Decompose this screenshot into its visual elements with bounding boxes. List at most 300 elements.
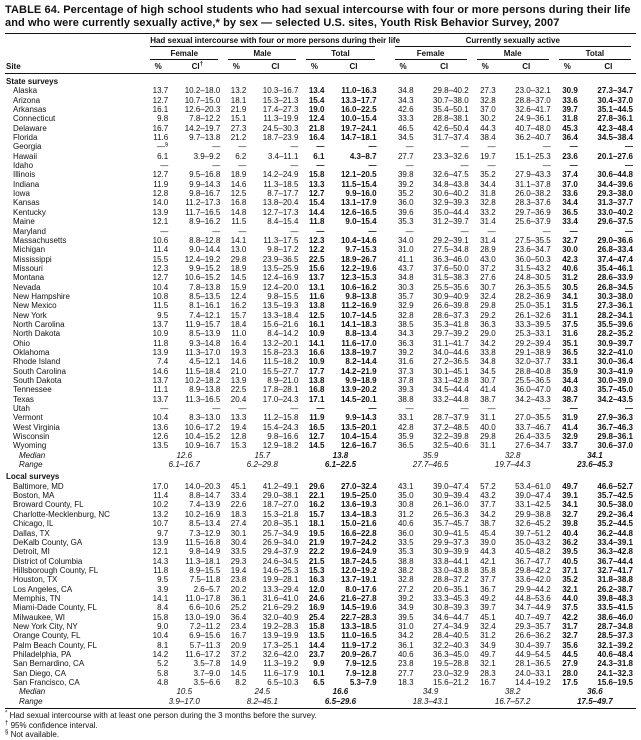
site-cell: Broward County, FL	[13, 500, 84, 510]
percent-cell: 31.1	[480, 441, 496, 451]
site-cell: Charlotte-Mecklenburg, NC	[13, 509, 110, 519]
percent-cell: 12.8	[230, 432, 247, 442]
table-row	[5, 491, 636, 500]
column-gap	[380, 529, 390, 538]
table-row	[5, 500, 636, 509]
site-cell: Hillsborough County, FL	[13, 565, 99, 575]
table-row	[5, 255, 636, 264]
ci-cell: —	[625, 142, 633, 152]
table-row	[5, 631, 636, 640]
percent-cell: 17.7	[308, 366, 325, 376]
ci-cell: 11.0–17.8	[185, 593, 221, 603]
summary-value-cell: 3.9–17.0	[145, 697, 223, 709]
site-cell: Hawaii	[13, 151, 38, 161]
ci-cell: 11.5–18.4	[185, 366, 221, 376]
percent-cell: 28.9	[480, 245, 496, 255]
column-gap	[380, 357, 390, 366]
ci-cell: 19.5–25.0	[340, 491, 377, 501]
percent-cell: 34.2	[480, 338, 496, 348]
percent-cell: 28.0	[562, 668, 578, 678]
percent-cell: 34.9	[397, 603, 414, 613]
site-cell: Mississippi	[13, 254, 52, 264]
table-row	[5, 180, 636, 189]
percent-cell: 23.8	[230, 575, 247, 585]
percent-cell: 32.8	[397, 575, 414, 585]
ci-cell: 35.4–46.1	[597, 263, 633, 273]
ci-cell: 9.8–15.5	[267, 291, 299, 301]
ci-cell: 18.7–23.9	[262, 133, 299, 143]
percent-cell: 41.4	[562, 422, 578, 432]
ci-cell: 15.5–27.7	[262, 366, 299, 376]
percent-cell: 21.5	[308, 556, 325, 566]
percent-cell: 18.9	[230, 170, 247, 180]
ci-cell: 30.8–39.3	[433, 603, 469, 613]
ci-cell: 8.5–13.5	[189, 291, 221, 301]
percent-cell: 39.8	[562, 519, 578, 529]
column-gap	[380, 575, 390, 584]
percent-cell: 10.9	[308, 357, 325, 367]
percent-cell: 12.1	[152, 217, 169, 227]
percent-cell: 16.7	[230, 631, 247, 641]
column-gap	[380, 594, 390, 603]
percent-cell: 29.2	[480, 310, 496, 320]
site-cell: Milwaukee, WI	[13, 612, 66, 622]
percent-cell: 31.0	[397, 621, 414, 631]
ci-cell: 7.4–12.1	[189, 310, 221, 320]
column-gap	[380, 678, 390, 687]
percent-cell: 12.7	[308, 432, 325, 442]
site-cell: DeKalb County, GA	[13, 537, 83, 547]
percent-cell: 27.7	[397, 668, 414, 678]
ci-cell: 10.9–16.7	[184, 441, 221, 451]
percent-cell: 15.8	[308, 621, 325, 631]
ci-cell: 40.5–48.2	[515, 547, 551, 557]
column-gap	[380, 650, 390, 659]
percent-cell: 36.5	[562, 207, 578, 217]
percent-cell: 31.2	[397, 509, 414, 519]
percent-cell: 27.6	[480, 273, 496, 283]
ci-cell: 3.4–11.1	[267, 151, 299, 161]
table-row	[5, 432, 636, 441]
asterisk-mark: *	[5, 710, 8, 717]
ci-cell: 36.2–40.7	[515, 133, 551, 143]
column-gap	[380, 659, 390, 668]
percent-cell: 22.6	[230, 500, 247, 510]
ci-cell: 9.8–13.8	[345, 291, 377, 301]
percent-cell: 3.9	[157, 584, 169, 594]
ci-cell: 36.2–44.8	[597, 528, 633, 538]
percent-cell: 6.5	[313, 678, 325, 687]
ci-cell: 20.9–26.7	[340, 649, 377, 659]
percent-cell: 13.7	[152, 376, 169, 385]
ci-cell: 15.3–21.8	[262, 509, 299, 519]
percent-cell: 38.7	[480, 519, 496, 529]
site-cell: New York	[13, 310, 47, 320]
percent-cell: 29.8	[480, 432, 496, 442]
site-cell: Chicago, IL	[13, 519, 54, 529]
ci-cell: 24.1–32.3	[597, 668, 633, 678]
percent-cell: 11.6	[309, 291, 325, 301]
percent-cell: 49.7	[480, 649, 496, 659]
percent-cell: 32.4	[480, 291, 496, 301]
ci-cell: 34.5–38.4	[597, 133, 633, 143]
ci-cell: 35.0–44.4	[433, 207, 469, 217]
table-row	[5, 357, 636, 366]
percent-cell: 36.0	[397, 528, 414, 538]
ci-cell: 46.6–52.7	[597, 481, 633, 491]
percent-cell: 27.3	[480, 86, 496, 96]
ci-cell: 13.5–19.3	[262, 301, 299, 311]
site-cell: North Carolina	[13, 319, 65, 329]
percent-cell: 10.4	[152, 282, 169, 292]
column-gap	[380, 500, 390, 509]
ci-cell: 35.1–44.5	[597, 105, 633, 115]
percent-cell: 13.4	[308, 86, 325, 96]
ci-cell: 44.9–54.5	[515, 649, 551, 659]
ci-cell: 8.8–12.8	[189, 235, 221, 245]
summary-value-cell: 34.9	[422, 687, 439, 697]
percent-cell: 39.2	[397, 347, 414, 357]
percent-cell: 31.1	[480, 413, 496, 423]
ci-cell: 9.0–14.4	[189, 245, 221, 255]
ci-cell: 11.5–16.8	[185, 537, 221, 547]
ci-cell: 15.1–25.3	[515, 151, 551, 161]
column-gap	[380, 273, 390, 282]
percent-cell: 37.7	[480, 500, 496, 510]
column-gap	[380, 348, 390, 357]
table-row	[5, 264, 636, 273]
percent-cell: 39.1	[562, 491, 578, 501]
percent-cell: 14.6	[152, 366, 169, 376]
site-header-spacer	[5, 47, 145, 60]
ci-cell: 8.9–13.8	[189, 385, 221, 395]
ci-cell: 31.1–41.7	[433, 338, 469, 348]
column-gap	[380, 264, 390, 273]
percent-cell: 13.0	[230, 245, 247, 255]
percent-cell: 12.1	[152, 547, 169, 557]
percent-cell: 29.3	[230, 556, 247, 566]
site-cell: Iowa	[13, 189, 30, 199]
ci-cell: 20.8–35.1	[262, 519, 299, 529]
percent-cell: 12.7	[308, 189, 325, 199]
ci-cell: 11.2–17.3	[185, 198, 221, 208]
percent-cell: 36.4	[562, 133, 578, 143]
group2-spanner	[390, 34, 636, 48]
percent-cell: 13.9	[152, 207, 169, 217]
site-cell: Detroit, MI	[13, 547, 50, 557]
ci-cell: 14.2–19.7	[184, 123, 221, 133]
percent-cell: 25.4	[308, 612, 325, 622]
percent-cell: 34.4	[562, 376, 578, 385]
percent-cell: 34.8	[480, 357, 496, 367]
site-cell: Montana	[13, 273, 45, 283]
percent-cell: —	[238, 404, 247, 414]
percent-cell: 6.1	[157, 151, 169, 161]
site-column-header: Site	[5, 60, 145, 74]
ci-cell: 11.3–18.1	[185, 556, 221, 566]
ci-cell: 11.3–16.5	[185, 394, 221, 404]
site-cell: Arkansas	[13, 105, 47, 115]
ci-cell: 30.9–39.9	[433, 547, 469, 557]
ci-cell: 12.0–19.2	[340, 565, 377, 575]
site-cell: District of Columbia	[13, 556, 83, 566]
percent-cell: 27.7	[397, 151, 414, 161]
ci-cell: 3.7–9.0	[193, 668, 221, 678]
ci-cell: 28.4–40.5	[433, 631, 469, 641]
percent-cell: 21.9	[230, 105, 247, 115]
ci-cell: 8.5–13.4	[189, 519, 221, 529]
ci-cell: 30.7–38.0	[433, 95, 469, 105]
percent-cell: —	[238, 226, 247, 236]
ci-cell: 9.8–14.9	[189, 547, 221, 557]
ci-cell: 24.8–30.5	[515, 273, 551, 283]
ci-cell: 5.3–7.9	[349, 678, 377, 687]
percent-cell: 18.1	[308, 519, 325, 529]
ci-cell: 42.3–48.4	[597, 123, 633, 133]
ci-cell: 23.6–34.7	[515, 245, 551, 255]
percent-cell: 41.1	[397, 254, 414, 264]
ci-cell: 28.8–38.1	[433, 114, 469, 124]
percent-cell: 37.7	[480, 575, 496, 585]
ci-cell: 29.9–44.2	[515, 584, 551, 594]
ci-cell: 12.9–18.2	[262, 441, 299, 451]
ci-cell: —	[212, 161, 221, 171]
column-gap	[380, 292, 390, 301]
ci-cell: 24.0–33.1	[515, 668, 551, 678]
column-gap	[380, 482, 390, 491]
percent-cell: 23.7	[308, 649, 325, 659]
ci-cell: 9.7–13.8	[189, 133, 221, 143]
ci-cell: 29.0–38.1	[262, 491, 299, 501]
percent-cell: 34.1	[562, 500, 578, 510]
percent-cell: 15.6	[308, 263, 325, 273]
table-row	[5, 236, 636, 245]
percent-cell: 32.9	[562, 432, 578, 442]
ci-cell: 27.9–43.3	[515, 170, 551, 180]
ci-cell: 26.9–34.0	[262, 537, 299, 547]
ci-cell: 10.3–16.7	[262, 86, 299, 96]
percent-cell: —	[238, 161, 247, 171]
column-gap	[380, 557, 390, 566]
ci-cell: 17.4–27.3	[262, 105, 299, 115]
site-cell: South Dakota	[13, 376, 62, 385]
percent-cell: 42.2	[562, 612, 578, 622]
ci-cell: 15.4–24.3	[262, 422, 299, 432]
ci-cell: 30.3–41.9	[597, 366, 633, 376]
percent-cell: 12.7	[152, 95, 169, 105]
percent-cell: 40.6	[397, 649, 414, 659]
ci-cell: 10.2–16.9	[184, 509, 221, 519]
table-row	[5, 395, 636, 404]
percent-cell: —	[405, 226, 414, 236]
ci-cell: 11.9–15.7	[185, 319, 221, 329]
percent-cell: 49.2	[480, 593, 496, 603]
percent-cell: 14.2	[152, 649, 169, 659]
ci-cell: 26.0–38.2	[515, 189, 551, 199]
ci-cell: 7.2–11.2	[189, 621, 221, 631]
percent-cell: 19.5	[308, 528, 325, 538]
percent-cell: 31.6	[562, 329, 578, 339]
percent-cell: 13.8	[308, 376, 325, 385]
percent-cell: 14.5	[308, 441, 325, 451]
ci-cell: 10.4–15.2	[184, 432, 221, 442]
ci-cell: 30.1–45.1	[433, 366, 469, 376]
ci-cell: 7.9–12.8	[345, 668, 377, 678]
percent-cell: 16.4	[308, 133, 325, 143]
ci-cell: 18.7–27.0	[262, 500, 299, 510]
ci-cell: 15.8–23.3	[262, 347, 299, 357]
percent-cell: 43.0	[480, 254, 496, 264]
percent-cell: 32.1	[562, 584, 578, 594]
table-row	[5, 659, 636, 668]
site-cell: Connecticut	[13, 114, 56, 124]
ci-cell: —	[542, 226, 551, 236]
column-gap	[380, 585, 390, 594]
ci-cell: 32.1–39.2	[597, 640, 633, 650]
ci-cell: 30.3–38.0	[597, 291, 633, 301]
table-row	[5, 227, 636, 236]
ci-cell: 28.7–37.9	[433, 413, 469, 423]
ci-cell: 29.7–39.2	[433, 329, 469, 339]
table-row	[5, 519, 636, 528]
ci-cell: 37.4–47.4	[597, 254, 633, 264]
percent-cell: 11.8	[153, 338, 169, 348]
ci-cell: 9.7–15.3	[345, 245, 377, 255]
percent-cell: 45.3	[562, 123, 578, 133]
percent-cell: 29.0	[480, 329, 496, 339]
percent-cell: 30.3	[397, 282, 414, 292]
percent-cell: 30.7	[480, 282, 496, 292]
summary-value-cell: 19.7–44.3	[494, 460, 531, 470]
ci-cell: 35.3–41.8	[433, 319, 469, 329]
table-row	[5, 575, 636, 584]
ci-cell: 33.3–39.5	[515, 319, 551, 329]
ci-cell: 29.2–39.4	[515, 338, 551, 348]
ci-cell: 22.7–28.3	[340, 612, 377, 622]
site-cell: Georgia	[13, 142, 42, 152]
percent-cell: 27.4	[230, 519, 247, 529]
percent-cell: 34.2	[397, 631, 414, 641]
percent-cell: 34.9	[480, 640, 496, 650]
table-row	[5, 329, 636, 338]
percent-cell: 11.9	[309, 413, 325, 423]
percent-cell: 13.2	[230, 86, 247, 96]
percent-cell: 22.5	[308, 254, 325, 264]
site-cell: San Bernardino, CA	[13, 659, 85, 669]
column-gap	[380, 255, 390, 264]
percent-cell: 9.9	[313, 659, 325, 669]
percent-cell: —	[160, 226, 169, 236]
ci-cell: 8.5–13.9	[189, 329, 221, 339]
ci-cell: 10.4–14.6	[340, 235, 377, 245]
ci-cell: 8.9–21.0	[267, 376, 299, 385]
ci-cell: 26.1–36.0	[433, 500, 469, 510]
percent-cell: 37.3	[397, 366, 414, 376]
percent-cell: 39.6	[397, 207, 414, 217]
percent-cell: 14.8	[230, 207, 247, 217]
percent-cell: 35.2	[562, 575, 578, 585]
table-row	[5, 124, 636, 133]
ci-cell: 31.3–37.7	[597, 198, 633, 208]
percent-cell: 31.0	[397, 245, 414, 255]
site-cell: Indiana	[13, 179, 40, 189]
ci-cell: 11.5–15.4	[341, 179, 377, 189]
percent-cell: 11.5	[231, 217, 247, 227]
ci-cell: 13.3–29.4	[262, 584, 299, 594]
ci-cell: 29.1–38.9	[515, 347, 551, 357]
percent-cell: 30.0	[562, 245, 578, 255]
percent-cell: 34.3	[397, 329, 414, 339]
percent-cell: 42.8	[397, 422, 414, 432]
percent-cell: 39.2	[397, 593, 414, 603]
ci-cell: 34.2–43.3	[515, 394, 551, 404]
ci-cell: 13.3–17.7	[340, 95, 377, 105]
summary-value-cell: 36.6	[587, 687, 603, 697]
ci-cell: 31.6–41.0	[262, 593, 299, 603]
percent-cell: 17.0	[152, 481, 169, 491]
percent-cell: 42.6	[397, 105, 414, 115]
g1-total-header: Total	[301, 47, 379, 60]
table-row	[5, 320, 636, 329]
column-gap	[380, 142, 390, 151]
footnote-definition: * Had sexual intercourse with at least one person during the 3 months before the survey.	[5, 710, 317, 721]
column-gap	[380, 432, 390, 441]
percent-cell: 31.4	[480, 217, 496, 227]
ci-cell: 40.7–49.7	[515, 612, 551, 622]
ci-cell: 34.0–44.6	[433, 347, 469, 357]
percent-cell: 16.6	[308, 347, 325, 357]
ci-cell: 19.2–28.3	[262, 621, 299, 631]
column-gap	[380, 404, 390, 413]
site-cell: Wisconsin	[13, 432, 50, 442]
ci-cell: 13.8–19.7	[340, 347, 377, 357]
percent-cell: 16.5	[308, 422, 325, 432]
ci-cell: 25.3–33.1	[515, 329, 551, 339]
pct-column-header: %	[145, 60, 171, 74]
ci-cell: 15.6–21.2	[433, 678, 469, 687]
ci-cell: 11.0–16.5	[341, 631, 377, 641]
ci-cell: —	[542, 404, 551, 414]
column-gap	[380, 423, 390, 432]
ci-cell: 10.6–15.2	[184, 273, 221, 283]
percent-cell: 31.8	[562, 114, 578, 124]
column-gap	[380, 180, 390, 189]
percent-cell: 5.2	[157, 659, 169, 669]
section-label: State surveys	[6, 77, 59, 86]
percent-cell: 29.8	[480, 301, 496, 311]
ci-cell: 33.3–45.3	[433, 593, 469, 603]
percent-cell: 36.0	[397, 198, 414, 208]
ci-cell: 14.4–19.2	[515, 678, 551, 687]
ci-cell: 4.5–12.1	[189, 357, 221, 367]
summary-value-cell: 34.1	[587, 450, 603, 460]
ci-cell: 11.6–17.2	[185, 649, 221, 659]
percent-cell: 17.1	[308, 394, 325, 404]
ci-cell: 9.9–15.2	[189, 263, 221, 273]
site-cell: North Dakota	[13, 329, 61, 339]
ci-cell: 11.7–16.5	[185, 207, 221, 217]
percent-cell: 43.7	[397, 263, 414, 273]
column-gap	[380, 96, 390, 105]
table-row	[5, 198, 636, 207]
percent-cell: 18.9	[230, 263, 247, 273]
data-table	[5, 33, 636, 709]
column-gap	[380, 329, 390, 338]
percent-cell: 25.2	[230, 603, 247, 613]
percent-cell: 30.5	[562, 282, 578, 292]
ci-cell: 14.5–20.1	[340, 394, 377, 404]
column-gap	[380, 283, 390, 292]
